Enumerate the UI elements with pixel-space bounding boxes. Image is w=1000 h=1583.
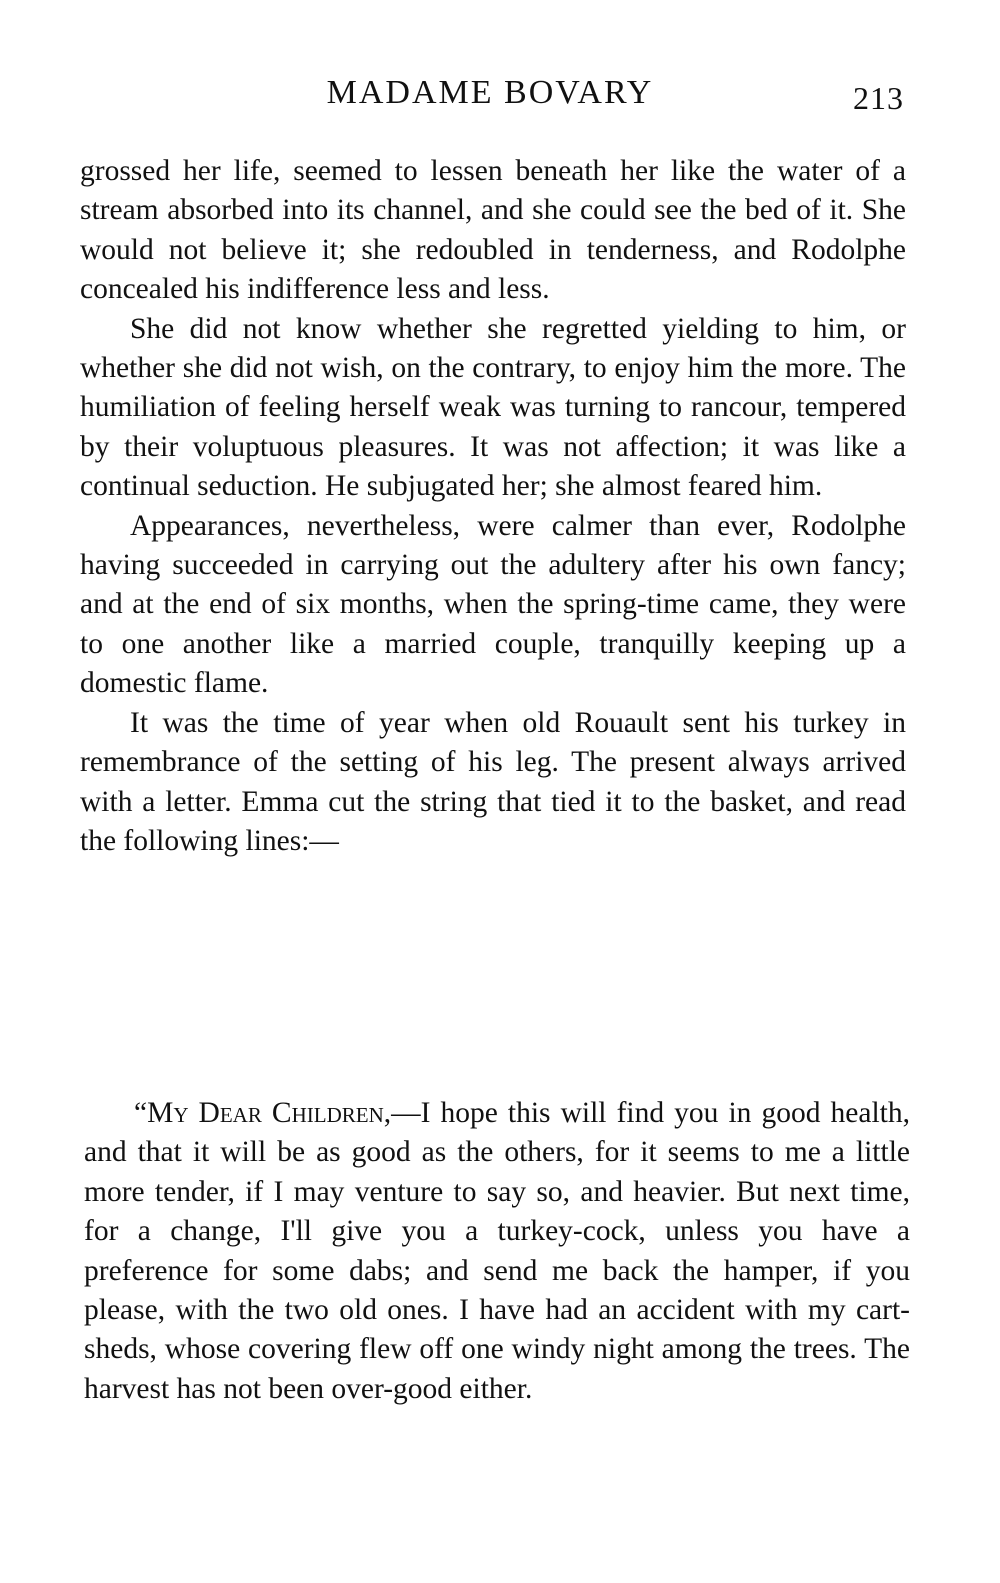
paragraph: She did not know whether she regretted yielding to him, or whether she did not wish, on the contrary, to enjoy him the more. The humiliation of feeling herself weak was turning to rancour, tempered by their voluptuous pleasures. It was not affection; it was like a continual seduction. He subjugated her; she almost feared him. <box>80 312 906 503</box>
letter-paragraph <box>84 1094 910 1409</box>
letter-text: —I hope this will find you in good health, and that it will be as good as the others, for it seems to me a little more tender, if I may venture to say so, and heavier. But next time, for a change, I'll give you a turkey-cock, unless you have a preference for some dabs; and send me back the hamper, if you please, with the two old ones. I have had an accident with my cart-sheds, whose covering flew off one windy night among the trees. The harvest has not been over-good either. <box>84 1097 910 1405</box>
paragraph: Appearances, nevertheless, were calmer than ever, Rodolphe having succeeded in carrying out the adultery after his own fancy; and at the end of six months, when the spring-time came, they were to one another like a married couple, tranquilly keeping up a domestic flame. <box>80 509 906 700</box>
page-header <box>0 70 1000 120</box>
paragraph-continued: grossed her life, seemed to lessen beneath her like the water of a stream absorbed into its channel, and she could see the bed of it. She would not believe it; she redoubled in tenderness, and Rodolphe concealed his indifference less and less. <box>80 155 906 306</box>
running-title: MADAME BOVARY <box>326 74 654 111</box>
letter-block <box>84 1094 910 1409</box>
paragraph: It was the time of year when old Rouault sent his turkey in remembrance of the setting of his leg. The present always arrived with a letter. Emma cut the string that tied it to the basket, and read the following lines:— <box>80 706 906 857</box>
page-number: 213 <box>853 80 904 116</box>
body-text <box>80 152 906 861</box>
letter-salutation: “My Dear Children, <box>134 1097 392 1129</box>
